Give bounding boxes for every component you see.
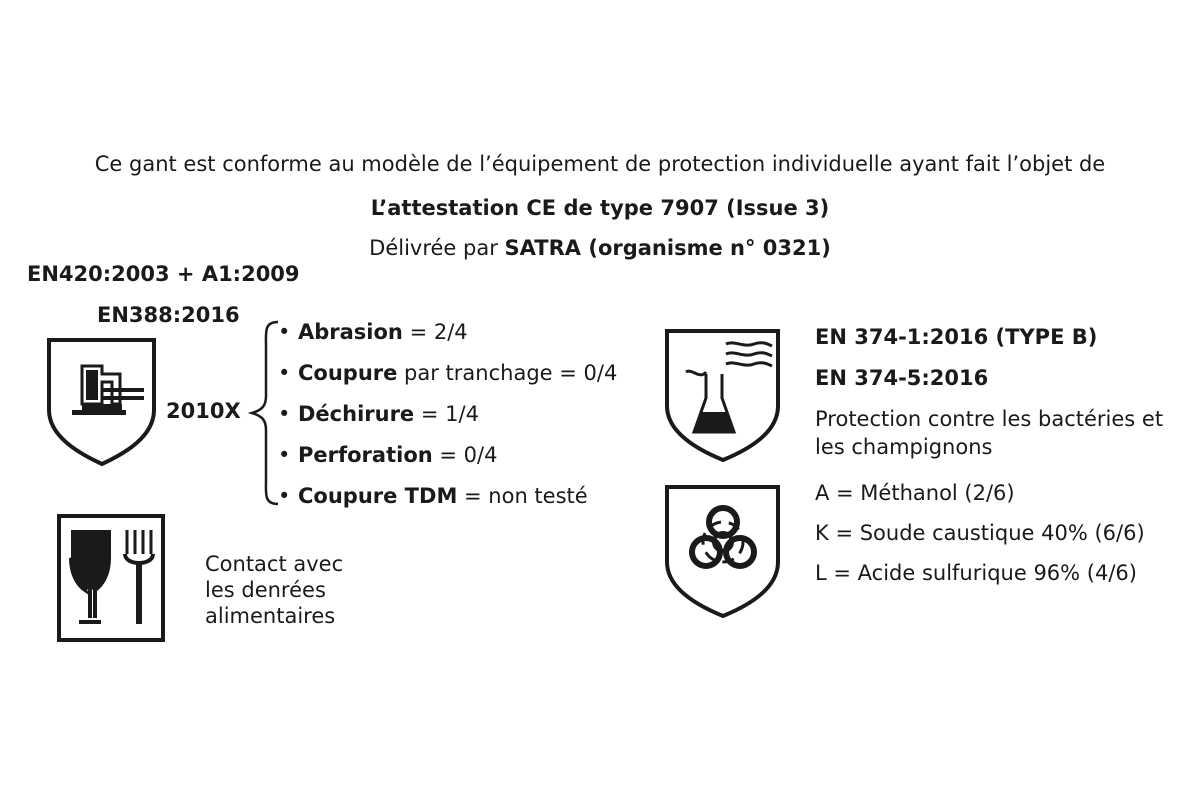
food-line: alimentaires bbox=[205, 604, 336, 628]
issuer-line bbox=[0, 236, 1200, 260]
intro-text: Ce gant est conforme au modèle de l’équipement de protection individuelle ayant fait l’objet de bbox=[94, 152, 1106, 176]
glass-fork-icon bbox=[57, 514, 165, 642]
standard-en374-1: EN 374-1:2016 (TYPE B) bbox=[815, 325, 1098, 349]
brace-icon bbox=[246, 318, 282, 508]
item-value: = 0/4 bbox=[432, 443, 498, 467]
standard-en388: EN388:2016 bbox=[97, 303, 240, 327]
item-label: Perforation bbox=[298, 443, 433, 467]
item-label: Déchirure bbox=[298, 402, 415, 426]
protection-line: Protection contre les bactéries et bbox=[815, 407, 1164, 431]
protection-line: les champignons bbox=[815, 435, 993, 459]
chemical-list bbox=[815, 473, 1145, 593]
mech-code: 2010X bbox=[166, 399, 241, 423]
issuer-prefix: Délivrée par bbox=[369, 236, 505, 260]
item-value: = 2/4 bbox=[402, 320, 468, 344]
item-label: Coupure bbox=[298, 361, 398, 385]
item-label: Abrasion bbox=[298, 320, 403, 344]
item-value: = 1/4 bbox=[414, 402, 479, 426]
chemical-item: K = Soude caustique 40% (6/6) bbox=[815, 521, 1145, 545]
list-item: • Coupure TDM = non testé bbox=[278, 484, 588, 508]
list-item: • Abrasion = 2/4 bbox=[278, 320, 468, 344]
biohazard-shield-icon bbox=[664, 484, 782, 618]
attestation-title: L’attestation CE de type 7907 (Issue 3) bbox=[370, 196, 830, 220]
food-line: les denrées bbox=[205, 578, 326, 602]
chemical-item: L = Acide sulfurique 96% (4/6) bbox=[815, 561, 1137, 585]
standard-en420: EN420:2003 + A1:2009 bbox=[27, 262, 300, 286]
food-contact-text bbox=[205, 551, 343, 629]
standard-en374-5: EN 374-5:2016 bbox=[815, 366, 989, 390]
list-item: • Déchirure = 1/4 bbox=[278, 402, 479, 426]
mech-list bbox=[278, 316, 617, 521]
list-item: • Coupure par tranchage = 0/4 bbox=[278, 361, 618, 385]
food-line: Contact avec bbox=[205, 552, 344, 576]
hammer-shield-icon bbox=[46, 338, 158, 466]
chemical-item: A = Méthanol (2/6) bbox=[815, 481, 1015, 505]
item-value: par tranchage = 0/4 bbox=[397, 361, 618, 385]
list-item: • Perforation = 0/4 bbox=[278, 443, 498, 467]
protection-text bbox=[815, 405, 1163, 461]
issuer-name: SATRA (organisme n° 0321) bbox=[504, 236, 831, 260]
item-label: Coupure TDM bbox=[298, 484, 458, 508]
flask-shield-icon bbox=[664, 328, 782, 462]
item-value: = non testé bbox=[457, 484, 588, 508]
